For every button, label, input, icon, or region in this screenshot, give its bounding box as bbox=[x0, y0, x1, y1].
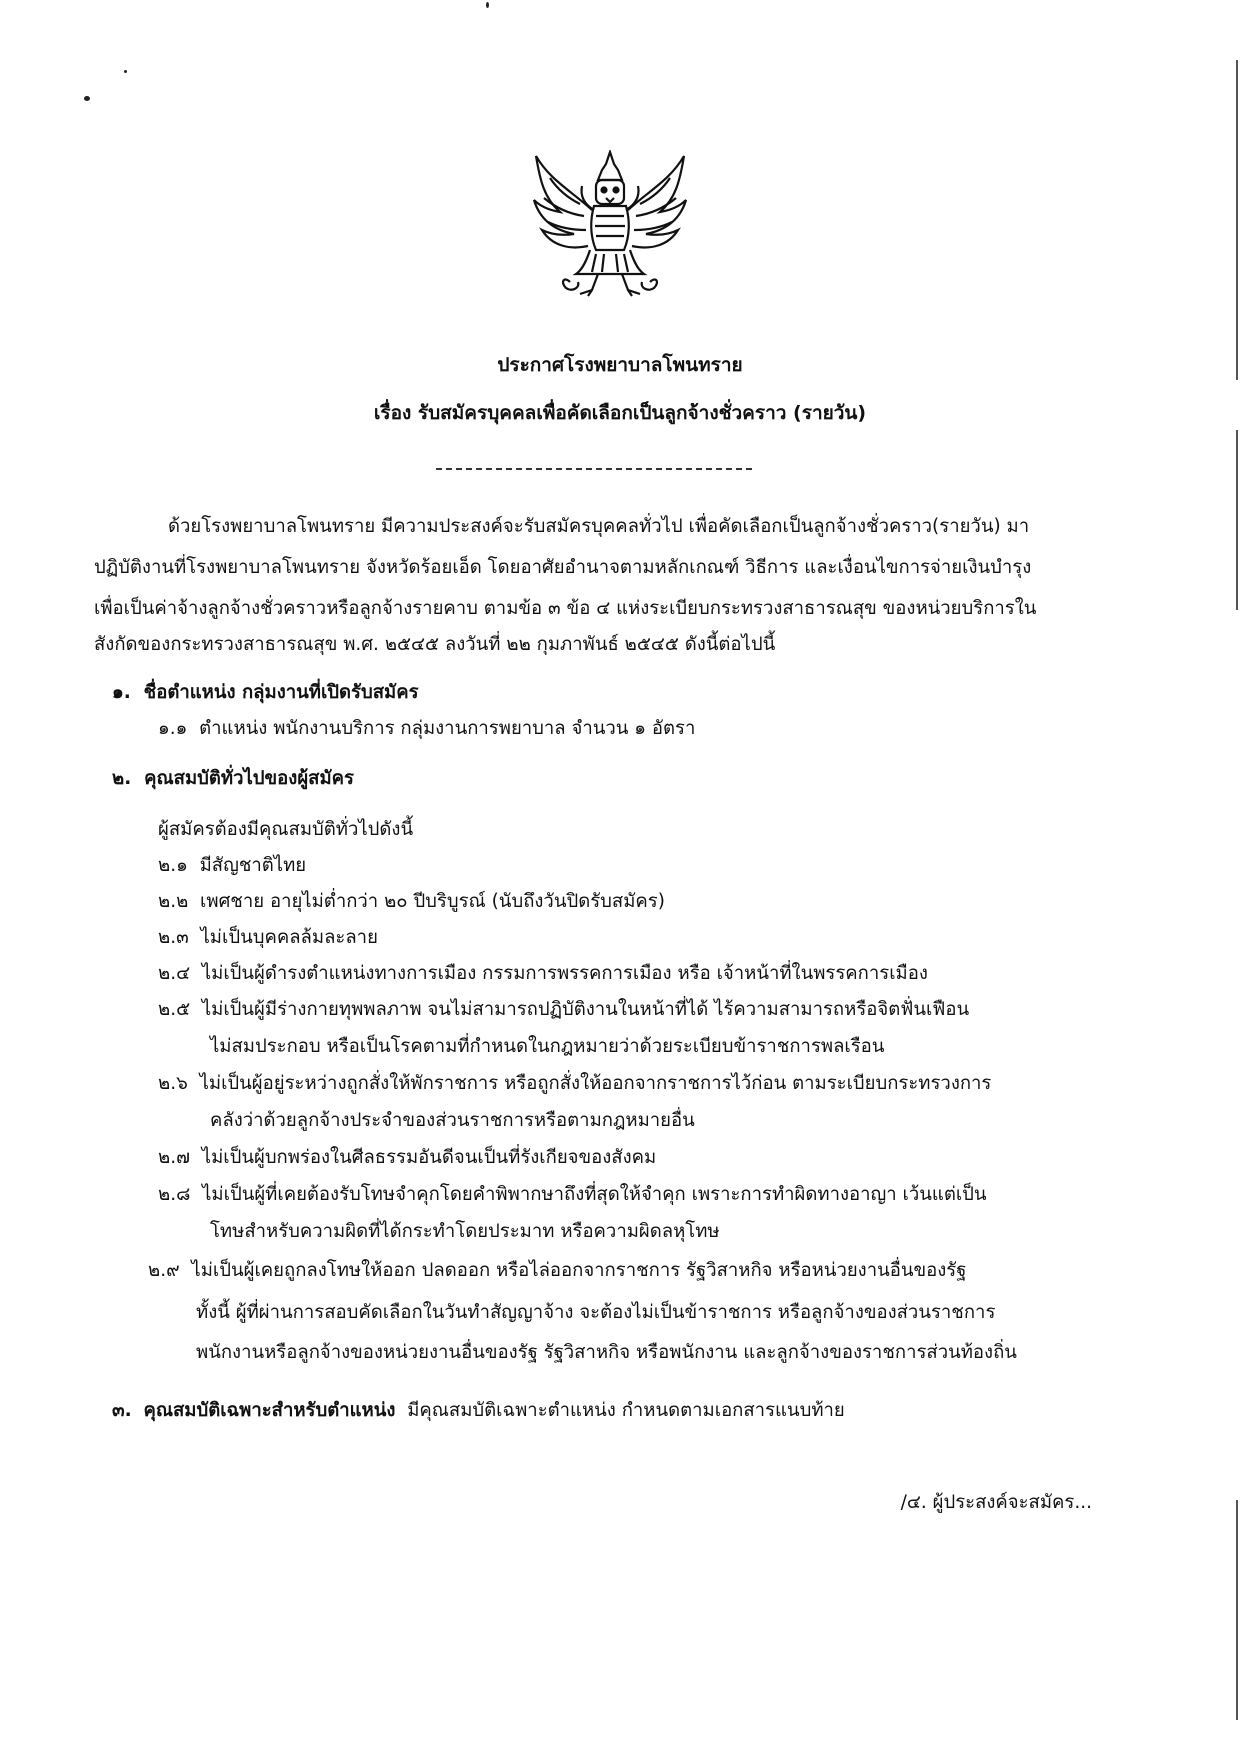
item-number: ๒.๙ bbox=[148, 1260, 180, 1281]
item-number: ๒.๖ bbox=[158, 1073, 188, 1094]
intro-line-4: สังกัดของกระทรวงสาธารณสุข พ.ศ. ๒๕๔๕ ลงวันที่ ๒๒ กุมภาพันธ์ ๒๕๔๕ ดังนี้ต่อไปนี้ bbox=[94, 634, 776, 655]
garuda-emblem-icon bbox=[530, 150, 690, 298]
section-1-heading bbox=[112, 680, 419, 706]
intro-line-1: ด้วยโรงพยาบาลโพนทราย มีความประสงค์จะรับสมัครบุคคลทั่วไป เพื่อคัดเลือกเป็นลูกจ้างชั่วคราว(รายวัน) มา bbox=[168, 516, 1030, 537]
list-item bbox=[158, 925, 378, 951]
scan-speck bbox=[124, 70, 127, 73]
item-text: ตำแหน่ง พนักงานบริการ กลุ่มงานการพยาบาล จำนวน ๑ อัตรา bbox=[199, 718, 696, 739]
section-title: คุณสมบัติเฉพาะสำหรับตำแหน่ง bbox=[143, 1400, 396, 1421]
section-1-item bbox=[158, 716, 695, 742]
document-title: ประกาศโรงพยาบาลโพนทราย bbox=[497, 354, 743, 376]
item-text: ไม่เป็นผู้ดำรงตำแหน่งทางการเมือง กรรมการพรรคการเมือง หรือ เจ้าหน้าที่ในพรรคการเมือง bbox=[201, 963, 928, 984]
section-title: คุณสมบัติทั่วไปของผู้สมัคร bbox=[144, 768, 354, 789]
item-number: ๒.๓ bbox=[158, 927, 189, 948]
section-number: ๒. bbox=[112, 768, 132, 789]
list-item-continuation: คลังว่าด้วยลูกจ้างประจำของส่วนราชการหรือตามกฎหมายอื่น bbox=[210, 1110, 695, 1131]
item-number: ๒.๔ bbox=[158, 963, 191, 984]
item-text: ไม่เป็นบุคคลล้มละลาย bbox=[200, 927, 378, 948]
section-text: มีคุณสมบัติเฉพาะตำแหน่ง กำหนดตามเอกสารแนบท้าย bbox=[407, 1400, 845, 1421]
item-text: ไม่เป็นผู้ที่เคยต้องรับโทษจำคุกโดยคำพิพากษาถึงที่สุดให้จำคุก เพราะการทำผิดทางอาญา เว้นแต่เป็น bbox=[202, 1184, 987, 1205]
list-item-continuation: โทษสำหรับความผิดที่ได้กระทำโดยประมาท หรือความผิดลหุโทษ bbox=[210, 1221, 720, 1242]
scan-edge bbox=[1236, 430, 1238, 610]
item-text: ไม่เป็นผู้เคยถูกลงโทษให้ออก ปลดออก หรือไล่ออกจากราชการ รัฐวิสาหกิจ หรือหน่วยงานอื่นของรัฐ bbox=[191, 1260, 967, 1281]
item-text: ไม่เป็นผู้อยู่ระหว่างถูกสั่งให้พักราชการ หรือถูกสั่งให้ออกจากราชการไว้ก่อน ตามระเบียบกระทรวงการ bbox=[199, 1073, 992, 1094]
list-item-continuation: ไม่สมประกอบ หรือเป็นโรคตามที่กำหนดในกฎหมายว่าด้วยระเบียบข้าราชการพลเรือน bbox=[210, 1036, 885, 1057]
item-text: ไม่เป็นผู้บกพร่องในศีลธรรมอันดีจนเป็นที่รังเกียจของสังคม bbox=[201, 1147, 657, 1168]
item-number: ๑.๑ bbox=[158, 718, 188, 739]
section-2-note-line-1: ทั้งนี้ ผู้ที่ผ่านการสอบคัดเลือกในวันทำสัญญาจ้าง จะต้องไม่เป็นข้าราชการ หรือลูกจ้างของส่วนราชการ bbox=[196, 1302, 996, 1323]
item-number: ๒.๒ bbox=[158, 891, 189, 912]
section-3 bbox=[112, 1398, 845, 1424]
scan-edge bbox=[1236, 1500, 1238, 1720]
title-separator bbox=[436, 468, 752, 470]
item-text: ไม่เป็นผู้มีร่างกายทุพพลภาพ จนไม่สามารถปฏิบัติงานในหน้าที่ได้ ไร้ความสามารถหรือจิตฟั่นเฟือน bbox=[201, 999, 970, 1020]
section-2-heading bbox=[112, 766, 354, 792]
list-item bbox=[158, 1145, 656, 1171]
list-item bbox=[158, 1071, 991, 1097]
scan-edge bbox=[1236, 60, 1238, 380]
item-text: มีสัญชาติไทย bbox=[199, 855, 307, 876]
section-number: ๑. bbox=[112, 682, 131, 703]
list-item bbox=[158, 853, 306, 879]
intro-line-3: เพื่อเป็นค่าจ้างลูกจ้างชั่วคราวหรือลูกจ้างรายคาบ ตามข้อ ๓ ข้อ ๔ แห่งระเบียบกระทรวงสาธารณสุข ของหน่วยบริการใน bbox=[94, 598, 1037, 619]
page-continuation: /๔. ผู้ประสงค์จะสมัคร... bbox=[900, 1492, 1092, 1513]
list-item bbox=[158, 1182, 987, 1208]
section-number: ๓. bbox=[112, 1400, 132, 1421]
section-title: ชื่อตำแหน่ง กลุ่มงานที่เปิดรับสมัคร bbox=[143, 682, 419, 703]
scan-speck bbox=[84, 96, 90, 101]
item-number: ๒.๘ bbox=[158, 1184, 191, 1205]
document-subject: เรื่อง รับสมัครบุคคลเพื่อคัดเลือกเป็นลูกจ้างชั่วคราว (รายวัน) bbox=[373, 402, 867, 424]
item-number: ๒.๑ bbox=[158, 855, 188, 876]
scan-speck bbox=[486, 2, 489, 8]
intro-line-2: ปฏิบัติงานที่โรงพยาบาลโพนทราย จังหวัดร้อยเอ็ด โดยอาศัยอำนาจตามหลักเกณฑ์ วิธีการ และเงื่อนไขการจ่ายเงินบำรุง bbox=[94, 557, 1032, 578]
item-text: เพศชาย อายุไม่ต่ำกว่า ๒๐ ปีบริบูรณ์ (นับถึงวันปิดรับสมัคร) bbox=[200, 891, 665, 912]
item-number: ๒.๕ bbox=[158, 999, 191, 1020]
list-item bbox=[158, 997, 969, 1023]
list-item bbox=[158, 889, 665, 915]
list-item bbox=[158, 961, 928, 987]
section-2-note-line-2: พนักงานหรือลูกจ้างของหน่วยงานอื่นของรัฐ รัฐวิสาหกิจ หรือพนักงาน และลูกจ้างของราชการส่วนท้องถิ่น bbox=[196, 1342, 1017, 1363]
item-number: ๒.๗ bbox=[158, 1147, 190, 1168]
list-item bbox=[148, 1258, 966, 1284]
section-2-lead: ผู้สมัครต้องมีคุณสมบัติทั่วไปดังนี้ bbox=[158, 819, 414, 840]
